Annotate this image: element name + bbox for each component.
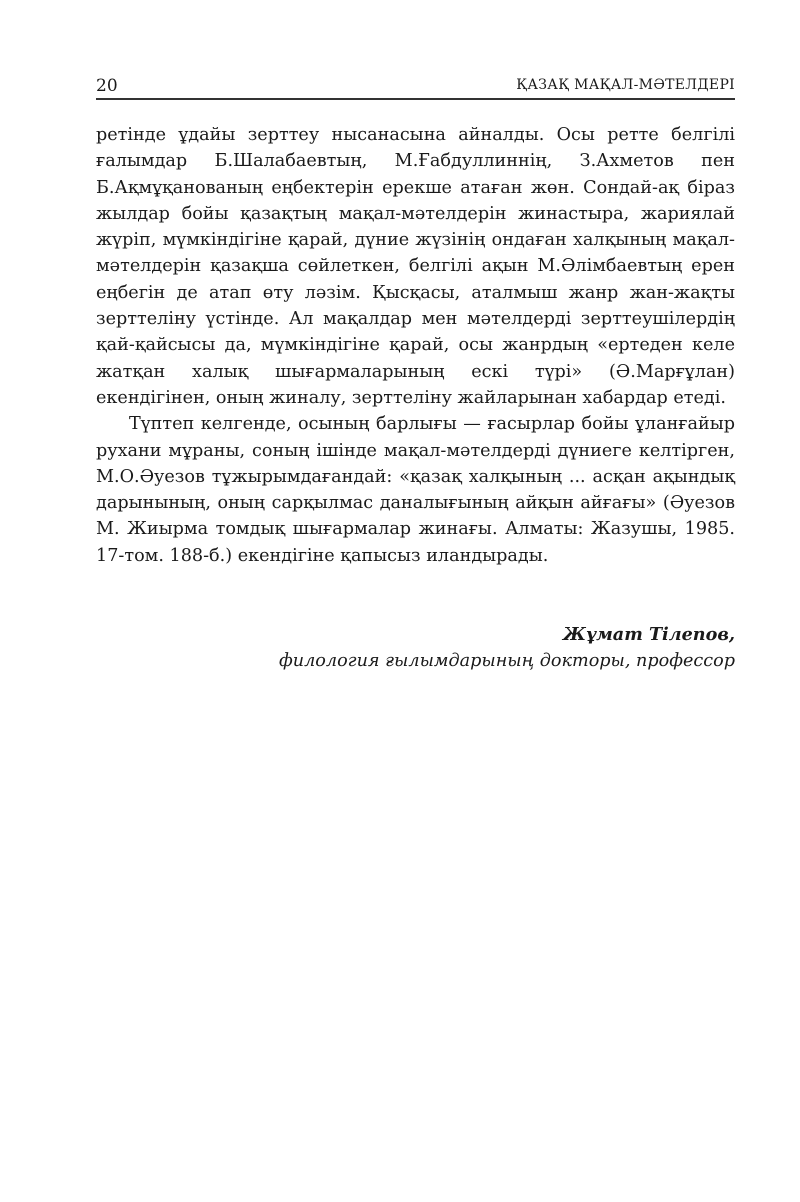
paragraph-conclusion: Түптеп келгенде, осының барлығы — ғасырлар бойы ұланғайыр рухани мұраны, соның ішінде мақал-мәтелдерді дүниеге келтірген, М.О.Әуезов тұжырымдағандай: «қазақ халқының ... асқан ақындық дарынының, оның сарқылмас даналығының айқын айғағы» (Әуезов М. Жиырма томдық шығармалар жинағы. Алматы: Жазушы, 1985. 17-том. 188-б.) екендігіне қапысыз иландырады. [96,414,735,566]
body-text [96,122,735,569]
author-name: Жұмат Тілепов, [562,624,735,645]
paragraph-continuation: ретінде ұдайы зерттеу нысанасына айналды. Осы ретте белгілі ғалымдар Б.Шалабаевтың, М.Ғабдуллиннің, З.Ахметов пен Б.Ақмұқанованың еңбектерін ерекше атаған жөн. Сондай-ақ біраз жылдар бойы қазақтың мақал-мәтелдерін жинастыра, жариялай жүріп, мүмкіндігіне қарай, дүние жүзінің ондаған халқының мақал-мәтелдерін қазақша сөйлеткен, белгілі ақын М.Әлімбаевтың ерен еңбегін де атап өту ләзім. Қысқасы, аталмыш жанр жан-жақты зерттеліну үстінде. Ал мақалдар мен мәтелдерді зерттеушілердің қай-қайсысы да, мүмкіндігіне қарай, осы жанрдың «ертеден келе жатқан халық шығармаларының ескі түрі» (Ә.Марғұлан) екендігінен, оның жиналу, зерттеліну жайларынан хабардар етеді. [96,125,735,408]
signature-block [279,622,735,674]
author-title: филология ғылымдарының докторы, профессор [278,651,735,671]
running-title: ҚАЗАҚ МАҚАЛ-МӘТЕЛДЕРІ [516,77,735,93]
page-number: 20 [96,76,118,96]
page-header [96,74,735,100]
